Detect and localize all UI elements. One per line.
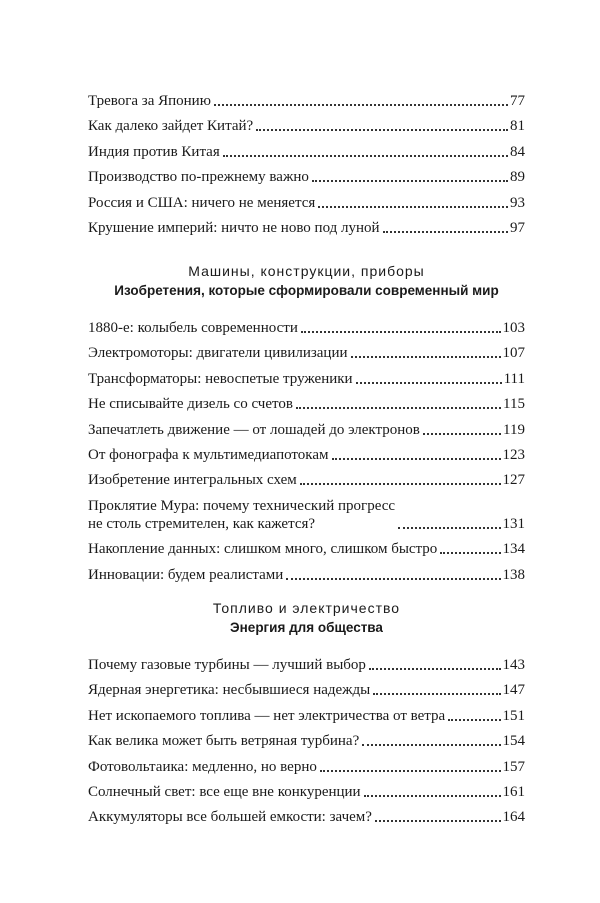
toc-entry[interactable]: [88, 168, 525, 186]
dot-leader: [423, 433, 501, 435]
entry-page: 107: [502, 345, 525, 362]
dot-leader: [440, 552, 500, 554]
entry-title: Нет ископаемого топлива — нет электричества от ветра: [88, 707, 446, 724]
dot-leader: [296, 407, 501, 409]
dot-leader: [364, 795, 501, 797]
entry-title: От фонографа к мультимедиапотокам: [88, 446, 329, 463]
toc-entry[interactable]: [88, 471, 525, 489]
entry-title: Инновации: будем реалистами: [88, 566, 284, 583]
section-header: [88, 262, 525, 300]
entry-page: 77: [510, 93, 525, 109]
section-title: Топливо и электричество: [212, 600, 401, 616]
toc-entry[interactable]: [88, 117, 525, 135]
entry-title: Электромоторы: двигатели цивилизации: [88, 345, 348, 362]
toc-entry[interactable]: [88, 566, 525, 584]
entry-page: 119: [503, 421, 525, 438]
toc-entry[interactable]: [88, 92, 525, 110]
entry-title: Россия и США: ничего не меняется: [88, 194, 316, 211]
toc-entry[interactable]: [88, 194, 525, 212]
entry-page: 131: [502, 515, 525, 532]
entry-title: 1880-е: колыбель современности: [88, 320, 298, 336]
toc-entry[interactable]: [88, 656, 525, 674]
entry-title-line-1: Проклятие Мура: почему технический прогресс: [88, 497, 396, 514]
dot-leader: [214, 104, 508, 106]
entry-page: 89: [510, 169, 525, 186]
toc-entry[interactable]: [88, 370, 525, 388]
entry-page: 115: [503, 396, 525, 413]
entry-page: 97: [510, 219, 525, 236]
toc-entry[interactable]: [88, 783, 525, 801]
dot-leader: [375, 820, 501, 822]
entry-page: 84: [510, 143, 525, 160]
toc-entry[interactable]: [88, 707, 525, 725]
toc-entry[interactable]: [88, 446, 525, 464]
entry-page: 81: [510, 118, 525, 135]
section-subtitle: Энергия для общества: [230, 620, 383, 635]
toc-entry[interactable]: [88, 319, 525, 337]
entry-title: [88, 497, 395, 533]
toc-entry[interactable]: [88, 395, 525, 413]
entry-page: 147: [502, 682, 525, 699]
entry-title: Как велика может быть ветряная турбина?: [88, 733, 360, 750]
entry-title: Накопление данных: слишком много, слишком быстро: [88, 541, 438, 558]
entry-page: 134: [502, 541, 525, 558]
entry-page: 154: [502, 733, 525, 750]
section-header: [88, 599, 525, 637]
dot-leader: [373, 693, 500, 695]
toc-entry[interactable]: [88, 497, 525, 533]
toc-entry[interactable]: [88, 421, 525, 439]
dot-leader: [223, 155, 508, 157]
dot-leader: [286, 578, 500, 580]
entry-title: Тревога за Японию: [88, 93, 211, 109]
entry-title: Фотовольтаика: медленно, но верно: [88, 758, 317, 775]
entry-title: Трансформаторы: невоспетые труженики: [88, 370, 353, 387]
entry-page: 103: [502, 320, 525, 336]
toc-entry[interactable]: [88, 344, 525, 362]
entry-title: Ядерная энергетика: несбывшиеся надежды: [88, 682, 371, 699]
toc-entry[interactable]: [88, 143, 525, 161]
dot-leader: [351, 356, 501, 358]
section-title: Машины, конструкции, приборы: [188, 263, 425, 279]
toc-entry[interactable]: [88, 681, 525, 699]
entry-page: 143: [502, 657, 525, 673]
dot-leader: [448, 719, 500, 721]
toc-entry[interactable]: [88, 219, 525, 237]
dot-leader: [356, 382, 502, 384]
entry-page: 123: [502, 446, 525, 463]
entry-title: Изобретение интегральных схем: [88, 472, 297, 489]
dot-leader: [300, 483, 501, 485]
dot-leader: [383, 231, 508, 233]
dot-leader: [312, 180, 508, 182]
toc-entry[interactable]: [88, 540, 525, 558]
toc-section-3: [88, 599, 525, 834]
dot-leader: [369, 668, 501, 670]
entry-title: Как далеко зайдет Китай?: [88, 118, 254, 135]
toc-group-1: [88, 92, 525, 244]
dot-leader: [362, 744, 500, 746]
entry-title: Аккумуляторы все большей емкости: зачем?: [88, 809, 372, 826]
entry-title: Не списывайте дизель со счетов: [88, 396, 293, 413]
entry-page: 161: [502, 783, 525, 800]
dot-leader: [320, 770, 501, 772]
entry-page: 111: [503, 370, 525, 387]
dot-leader: [301, 331, 501, 333]
dot-leader: [256, 129, 508, 131]
entry-page: 127: [502, 472, 525, 489]
entry-page: 151: [502, 707, 525, 724]
entry-page: 93: [510, 194, 525, 211]
entry-title: Почему газовые турбины — лучший выбор: [88, 657, 366, 673]
entry-title: Солнечный свет: все еще вне конкуренции: [88, 783, 361, 800]
dot-leader: [332, 458, 501, 460]
entry-page: 157: [502, 758, 525, 775]
entry-page: 164: [502, 809, 525, 826]
toc-entry[interactable]: [88, 758, 525, 776]
section-subtitle: Изобретения, которые сформировали современный мир: [114, 283, 499, 298]
entry-title: Индия против Китая: [88, 143, 220, 160]
toc-section-2: [88, 262, 525, 591]
dot-leader: [398, 527, 500, 529]
toc-entry[interactable]: [88, 732, 525, 750]
entry-title: Производство по-прежнему важно: [88, 169, 309, 186]
entry-page: 138: [502, 566, 525, 583]
entry-title-line-2: не столь стремителен, как кажется?: [88, 515, 316, 532]
entry-title: Крушение империй: ничто не ново под луной: [88, 219, 380, 236]
dot-leader: [318, 206, 508, 208]
entry-title: Запечатлеть движение — от лошадей до электронов: [88, 421, 420, 438]
toc-entry[interactable]: [88, 808, 525, 826]
